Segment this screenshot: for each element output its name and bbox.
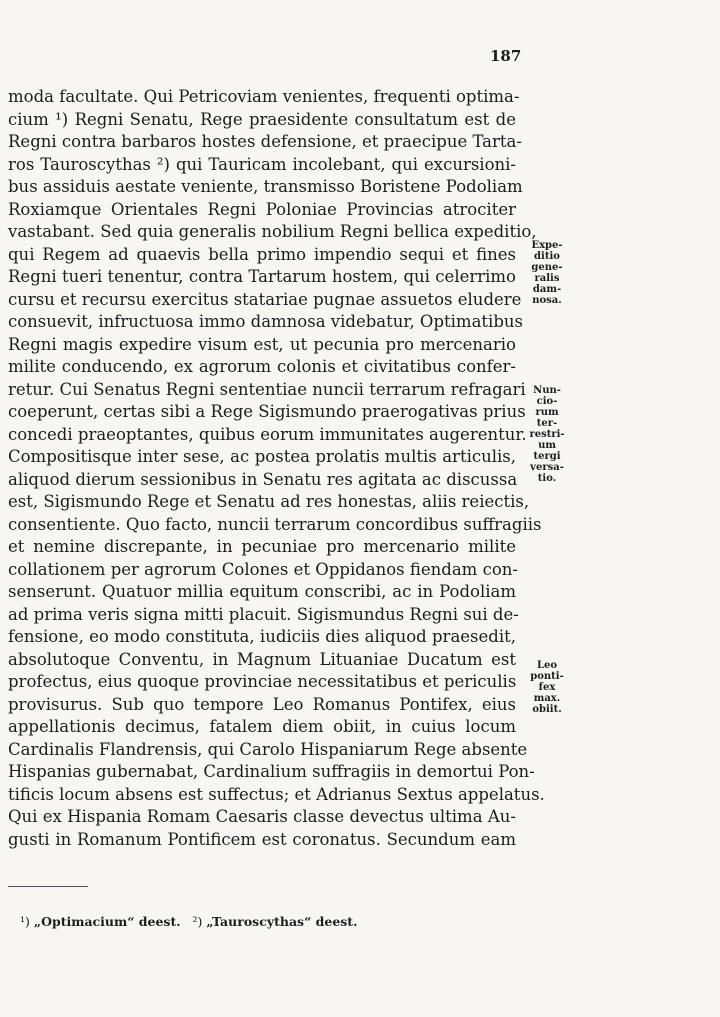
- margin-note-leo: [522, 660, 572, 715]
- text-line: moda facultate. Qui Petricoviam venientes, frequenti optima-: [8, 87, 520, 106]
- margin-note-line: fex: [538, 682, 556, 693]
- text-line: Regni magis expedire visum est, ut pecunia pro mercenario: [8, 334, 516, 354]
- margin-note-line: Leo: [536, 660, 558, 671]
- text-line: Regni tueri tenentur, contra Tartarum hostem, qui celerrimo: [8, 267, 516, 286]
- text-line: Hispanias gubernabat, Cardinalium suffragiis in demortui Pon-: [8, 762, 535, 781]
- margin-note-line: tio.: [537, 473, 557, 484]
- margin-note-line: ditio: [534, 251, 560, 262]
- text-line: gusti in Romanum Pontificem est coronatus. Secundum eam: [8, 829, 516, 849]
- margin-note-line: ralis: [534, 273, 560, 284]
- margin-note-line: restri-: [529, 429, 565, 440]
- text-line: et nemine discrepante, in pecuniae pro mercenario milite: [8, 537, 516, 556]
- text-line: tificis locum absens est suffectus; et Adrianus Sextus appelatus.: [8, 784, 545, 804]
- text-line: absolutoque Conventu, in Magnum Lituaniae Ducatum est: [8, 649, 516, 669]
- margin-note-line: cio-: [536, 396, 558, 407]
- footnote-marker-2: ²): [192, 914, 203, 929]
- margin-note-nunciorum: [522, 385, 572, 484]
- margin-note-line: versa-: [530, 462, 564, 473]
- margin-note-line: um: [538, 440, 556, 451]
- margin-note-line: gene-: [531, 262, 563, 273]
- text-line: cursu et recursu exercitus statariae pugnae assuetos eludere: [8, 289, 522, 309]
- text-line: Compositisque inter sese, ac postea prolatis multis articulis,: [8, 447, 516, 466]
- text-line: collationem per agrorum Colones et Oppidanos fiendam con-: [8, 559, 518, 579]
- page-number: 187: [490, 47, 522, 65]
- text-line: Cardinalis Flandrensis, qui Carolo Hispaniarum Rege absente: [8, 739, 528, 759]
- footnote-rule: [8, 886, 88, 887]
- text-line: aliquod dierum sessionibus in Senatu res agitata ac discussa: [8, 469, 518, 489]
- text-line: ros Tauroscythas ²) qui Tauricam incolebant, qui excursioni-: [8, 154, 516, 174]
- margin-note-line: dam-: [532, 284, 562, 295]
- margin-note-line: Nun-: [533, 385, 561, 396]
- text-line: appellationis decimus, fatalem diem obiit, in cuius locum: [8, 717, 516, 736]
- text-line: profectus, eius quoque provinciae necessitatibus et periculis: [8, 672, 517, 691]
- text-line: retur. Cui Senatus Regni sententiae nuncii terrarum refragari: [8, 379, 526, 399]
- margin-note-line: obiit.: [532, 704, 562, 715]
- footnote-text-1: „Optimacium“ deest.: [33, 914, 181, 929]
- footnote-marker-1: ¹): [20, 914, 30, 929]
- text-line: consuevit, infructuosa immo damnosa videbatur, Optimatibus: [8, 312, 523, 331]
- text-line: milite conducendo, ex agrorum colonis et civitatibus confer-: [8, 357, 516, 376]
- text-line: consentiente. Quo facto, nuncii terrarum concordibus suffragiis: [8, 514, 542, 534]
- text-line: provisurus. Sub quo tempore Leo Romanus Pontifex, eius: [8, 694, 516, 714]
- text-line: est, Sigismundo Rege et Senatu ad res honestas, aliis reiectis,: [8, 492, 530, 511]
- margin-note-expeditio: [522, 240, 572, 306]
- margin-note-line: ter-: [536, 418, 558, 429]
- text-line: cium ¹) Regni Senatu, Rege praesidente consultatum est de: [8, 109, 516, 129]
- margin-note-line: tergi: [533, 451, 561, 462]
- footnote-text-2: „Tauroscythas“ deest.: [206, 914, 358, 929]
- text-line: Qui ex Hispania Romam Caesaris classe devectus ultima Au-: [8, 807, 516, 826]
- text-line: qui Regem ad quaevis bella primo impendio sequi et fines: [8, 244, 516, 264]
- text-line: vastabant. Sed quia generalis nobilium Regni bellica expeditio,: [8, 222, 537, 241]
- margin-note-line: rum: [535, 407, 559, 418]
- margin-note-line: nosa.: [532, 295, 562, 306]
- margin-note-line: max.: [533, 693, 561, 704]
- text-line: fensione, eo modo constituta, iudiciis dies aliquod praesedit,: [8, 627, 516, 646]
- text-line: senserunt. Quatuor millia equitum conscribi, ac in Podoliam: [8, 582, 516, 601]
- text-line: coeperunt, certas sibi a Rege Sigismundo praerogativas prius: [8, 402, 526, 421]
- footnote: [20, 914, 520, 929]
- margin-note-line: Expe-: [531, 240, 563, 251]
- text-line: ad prima veris signa mitti placuit. Sigismundus Regni sui de-: [8, 604, 519, 624]
- margin-note-line: ponti-: [530, 671, 564, 682]
- text-line: bus assiduis aestate veniente, transmisso Boristene Podoliam: [8, 177, 523, 196]
- text-line: Roxiamque Orientales Regni Poloniae Provincias atrociter: [8, 199, 516, 219]
- text-line: concedi praeoptantes, quibus eorum immunitates augerentur.: [8, 424, 527, 444]
- body-text: [8, 86, 545, 851]
- text-line: Regni contra barbaros hostes defensione, et praecipue Tarta-: [8, 132, 522, 151]
